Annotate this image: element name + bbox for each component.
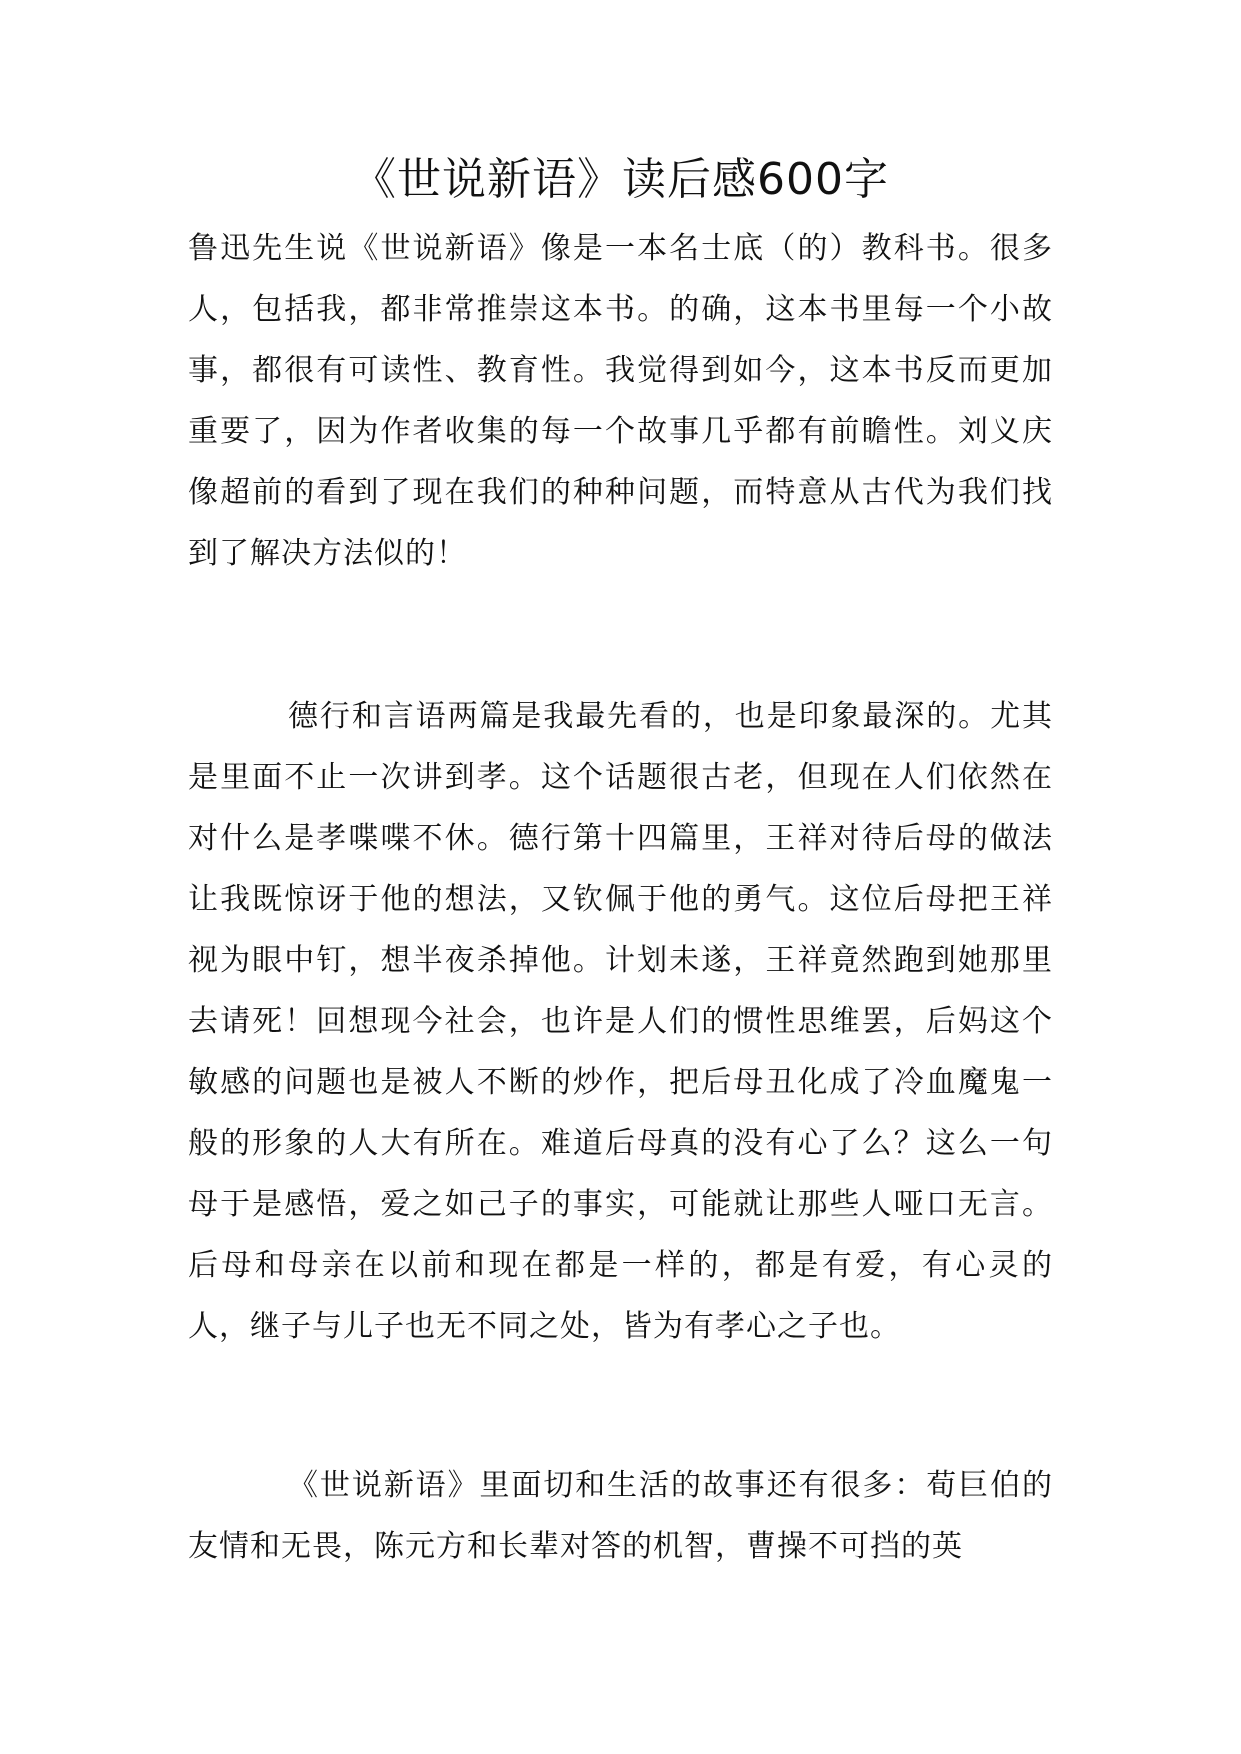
paragraph-other-stories: 《世说新语》里面切和生活的故事还有很多：荀巨伯的友情和无畏，陈元方和长辈对答的机智，曹操不可挡的英 bbox=[188, 1468, 1053, 1564]
paragraph-filial-piety: 德行和言语两篇是我最先看的，也是印象最深的。尤其是里面不止一次讲到孝。这个话题很古老，但现在人们依然在对什么是孝喋喋不休。德行第十四篇里，王祥对待后母的做法让我既惊讶于他的想法，又钦佩于他的勇气。这位后母把王祥视为眼中钉，想半夜杀掉他。计划未遂，王祥竟然跑到她那里去请死！回想现今社会，也许是人们的惯性思维罢，后妈这个敏感的问题也是被人不断的炒作，把后母丑化成了冷血魔鬼一般的形象的人大有所在。难道后母真的没有心了么？这么一句母于是感悟，爱之如己子的事实，可能就让那些人哑口无言。后母和母亲在以前和现在都是一样的，都是有爱，有心灵的人，继子与儿子也无不同之处，皆为有孝心之子也。 bbox=[188, 699, 1053, 1344]
paragraph-intro: 鲁迅先生说《世说新语》像是一本名士底（的）教科书。很多人，包括我，都非常推崇这本书。的确，这本书里每一个小故事，都很有可读性、教育性。我觉得到如今，这本书反而更加重要了，因为作者收集的每一个故事几乎都有前瞻性。刘义庆像超前的看到了现在我们的种种问题，而特意从古代为我们找到了解决方法似的！ bbox=[188, 231, 1053, 571]
document-title: 《世说新语》读后感600字 bbox=[352, 154, 889, 205]
